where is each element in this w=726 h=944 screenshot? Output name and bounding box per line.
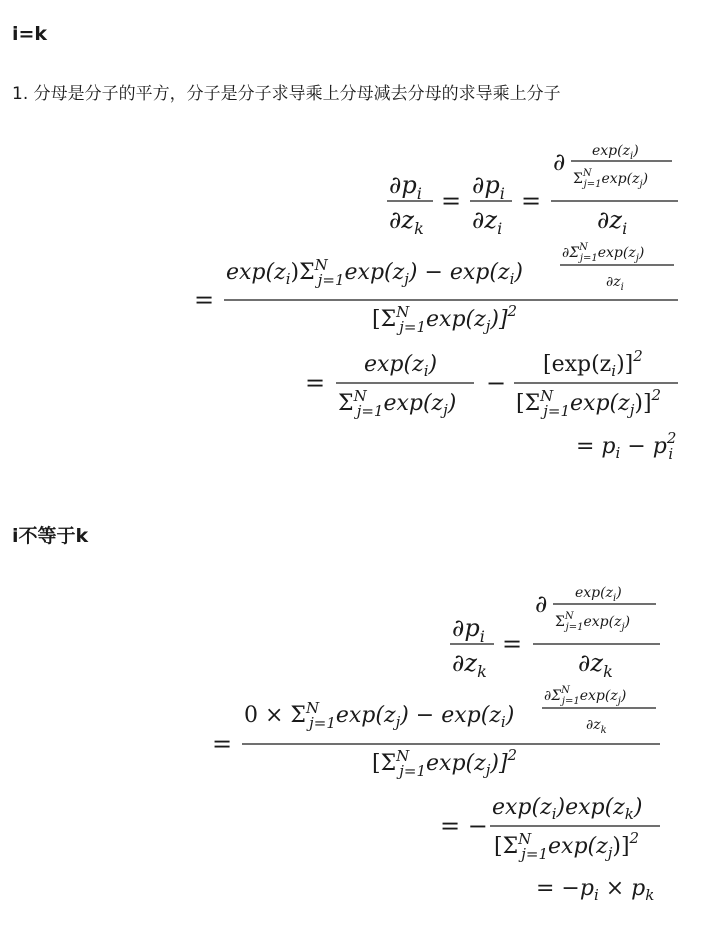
- svg-text:∂zi: $\partial z_i$: [472, 206, 503, 238]
- svg-text:[ΣNj=1exp(zj)]2: [$\Sigma^N$ $j=1\exp(z_j)]^2$: [494, 829, 640, 863]
- eq1-equals-2: =: [521, 187, 542, 215]
- eq1-rhs-fraction: [551, 143, 678, 238]
- eq6-denominator: [372, 746, 517, 780]
- svg-text:∂ΣNj=1exp(zj): $\partial\Sigma^N$ $j=1\exp(z_j)$: [544, 685, 627, 707]
- svg-text:exp(zi)exp(zk): $\exp(z_i)\exp(z_k)$: [492, 795, 643, 823]
- eq6-inner-fraction: [542, 685, 656, 736]
- svg-text:∂zi: $\partial z_i$: [606, 274, 624, 293]
- equation-block-i-not-equal-k: [212, 585, 660, 904]
- svg-text:∂zk: $\partial z_k$: [586, 717, 607, 736]
- eq1-equals-1: =: [441, 187, 462, 215]
- svg-text:∂pi: $\partial p_i$: [472, 171, 505, 203]
- eq1-lhs-num: ∂p: [389, 171, 417, 199]
- eq6-equals: =: [212, 730, 233, 758]
- section-heading-i-equals-k: i=k: [12, 23, 48, 45]
- derivation-note: 1. 分母是分子的平方，分子是分子求导乘上分母减去分母的求导乘上分子: [12, 84, 561, 104]
- svg-text:0 × ΣNj=1exp(zj) − exp(zi): $0 \times \Sigma^N$ $j=1\exp(z_j) - \exp(z_i)$: [244, 699, 515, 732]
- svg-text:∂pi: $\partial p_i$: [452, 614, 485, 646]
- eq7-prefix: = −: [440, 812, 488, 840]
- section-heading-i-not-equal-k: i不等于k: [12, 525, 89, 547]
- eq3-minus: −: [486, 369, 507, 397]
- eq2-equals: =: [194, 286, 215, 314]
- eq6-numerator: [244, 699, 514, 732]
- svg-text:exp(zi): $\exp(z_i)$: [575, 585, 622, 604]
- eq7-fraction: [490, 795, 660, 863]
- svg-text:∂: ∂: [535, 590, 548, 618]
- svg-text:ΣNj=1exp(zj): $\Sigma^N$ $j=1\exp(z_j)$: [573, 168, 649, 190]
- eq5-lhs-fraction: [450, 614, 494, 681]
- svg-text:∂pi: $\partial p_i$: [389, 171, 422, 203]
- svg-text:∂zk: $\partial z_k$: [389, 206, 424, 238]
- svg-text:exp(zi)ΣNj=1exp(zj) − exp(zi): $\exp(z_i)\Sigma^N$ $j=1\exp(z_j) - \exp(z_i)$: [226, 256, 523, 289]
- svg-text:exp(zi): $\exp(z_i)$: [592, 143, 639, 162]
- eq3-fraction-1: [336, 352, 474, 420]
- svg-text:∂zi: $\partial z_i$: [597, 206, 628, 238]
- svg-text:∂ΣNj=1exp(zj): $\partial\Sigma^N$ $j=1\exp(z_j)$: [562, 242, 645, 264]
- eq1-mid-fraction: [470, 171, 512, 238]
- eq1-lhs-den: ∂z: [389, 206, 415, 234]
- eq5-rhs-fraction: [533, 585, 660, 681]
- svg-text:exp(zi): $\exp(z_i)$: [364, 352, 438, 380]
- svg-text:[exp(zi)]2: $[\exp(z_i)]^2$: [543, 347, 643, 380]
- eq2-inner-fraction: [560, 242, 674, 293]
- svg-text:[ΣNj=1exp(zj)]2: [$\Sigma^N$ $j=1\exp(z_j)]^2$: [372, 746, 518, 780]
- eq2-numerator: [226, 256, 523, 289]
- svg-text:[ΣNj=1exp(zj)]2: [$\Sigma^N$ $j=1\exp(z_j)]^2$: [372, 302, 518, 336]
- svg-text:∂zk: $\partial z_k$: [578, 649, 613, 681]
- equation-block-i-equals-k: [194, 143, 678, 463]
- eq2-denominator: [372, 302, 517, 336]
- svg-text:∂: ∂: [553, 148, 566, 176]
- svg-text:[ΣNj=1exp(zj)]2: [$\Sigma^N$ $j=1\exp(z_j)]^2$: [516, 386, 662, 420]
- svg-text:∂zk: $\partial z_k$: [452, 649, 487, 681]
- eq5-equals: =: [502, 630, 523, 658]
- eq3-equals: =: [305, 369, 326, 397]
- eq4-result: = $p_i - p^2$ i: [576, 429, 677, 463]
- eq8-result: = $-p_i \times p_k$: [536, 876, 655, 904]
- svg-text:ΣNj=1exp(zj): $\Sigma^N$ $j=1\exp(z_j)$: [338, 387, 457, 420]
- eq3-fraction-2: [514, 347, 678, 420]
- svg-text:ΣNj=1exp(zj): $\Sigma^N$ $j=1\exp(z_j)$: [555, 611, 631, 633]
- eq1-lhs-fraction: [387, 171, 433, 238]
